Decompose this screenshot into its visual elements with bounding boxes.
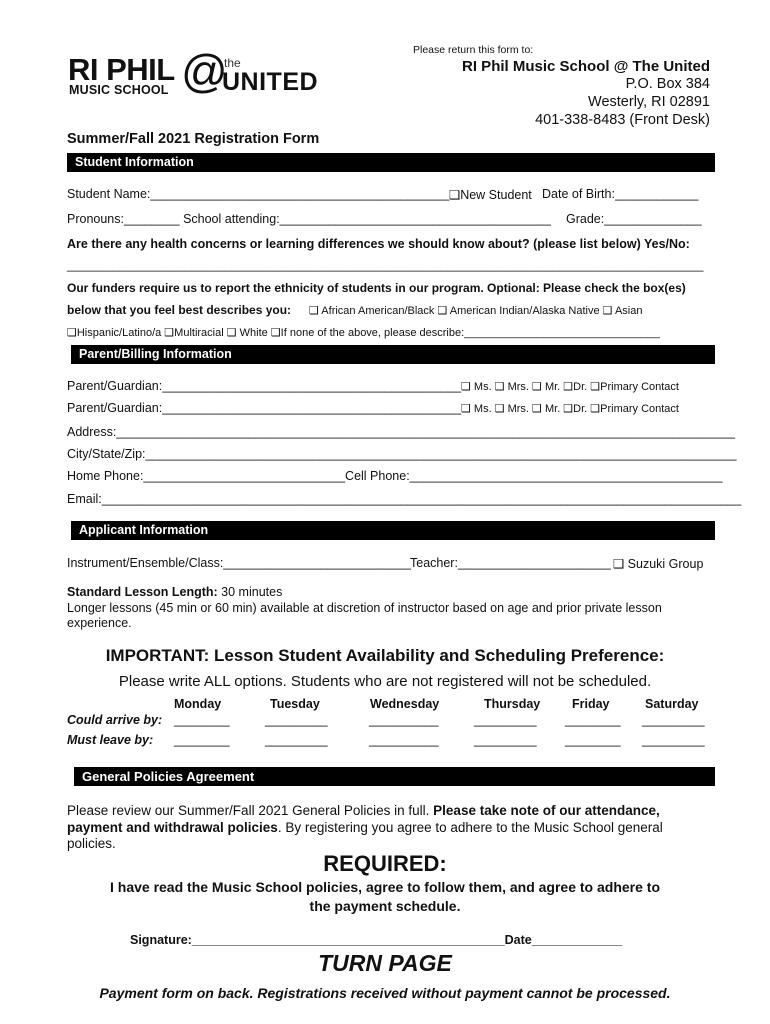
leave-friday[interactable]: ________ bbox=[565, 733, 621, 747]
day-wednesday: Wednesday bbox=[370, 697, 440, 711]
longer-lessons-note: Longer lessons (45 min or 60 min) available at discretion of instructor based on age and prior private lesson bbox=[67, 601, 662, 615]
logo-united: UNITED bbox=[222, 68, 319, 96]
turn-page: TURN PAGE bbox=[318, 950, 452, 976]
email-field[interactable]: Email:____________________________________________________________________________________________ bbox=[67, 492, 742, 506]
arrive-label: Could arrive by: bbox=[67, 713, 163, 727]
logo-ri-phil: RI PHIL bbox=[68, 52, 175, 87]
arrive-saturday[interactable]: _________ bbox=[642, 713, 705, 727]
city-state-zip-field[interactable]: City/State/Zip:_____________________________________________________________________________________ bbox=[67, 447, 737, 461]
dob-field[interactable]: Date of Birth:____________ bbox=[542, 187, 699, 201]
parent-billing-header: Parent/Billing Information bbox=[71, 345, 715, 364]
suzuki-checkbox[interactable]: ❑ Suzuki Group bbox=[613, 557, 704, 571]
guardian-2-options[interactable]: ❑ Ms. ❑ Mrs. ❑ Mr. ❑Dr. ❑Primary Contact bbox=[461, 403, 679, 415]
day-thursday: Thursday bbox=[484, 697, 541, 711]
leave-saturday[interactable]: _________ bbox=[642, 733, 705, 747]
return-po-box: P.O. Box 384 bbox=[625, 76, 710, 92]
leave-monday[interactable]: ________ bbox=[174, 733, 230, 747]
pronouns-school-field[interactable]: Pronouns:________ School attending:_______________________________________ bbox=[67, 212, 551, 226]
ethnicity-prompt: below that you feel best describes you: bbox=[67, 303, 292, 317]
student-info-header: Student Information bbox=[67, 153, 715, 172]
required-line-2: the payment schedule. bbox=[309, 898, 461, 914]
availability-title: IMPORTANT: Lesson Student Availability and Scheduling Preference: bbox=[105, 646, 665, 665]
policies-text-3: policies. bbox=[67, 836, 116, 851]
ethnicity-options-2[interactable]: ❑Hispanic/Latino/a ❑Multiracial ❑ White ❑If none of the above, please describe:________________________________ bbox=[67, 327, 660, 339]
student-name-field[interactable]: Student Name:___________________________________________ bbox=[67, 187, 450, 201]
footer-note: Payment form on back. Registrations received without payment cannot be processed. bbox=[99, 985, 671, 1001]
leave-thursday[interactable]: _________ bbox=[474, 733, 537, 747]
teacher-field[interactable]: Teacher:______________________ bbox=[410, 556, 611, 570]
availability-subtitle: Please write ALL options. Students who are not registered will not be scheduled. bbox=[118, 673, 652, 690]
grade-field[interactable]: Grade:______________ bbox=[566, 212, 702, 226]
day-friday: Friday bbox=[572, 697, 610, 711]
arrive-friday[interactable]: ________ bbox=[565, 713, 621, 727]
lesson-length-value: 30 minutes bbox=[217, 585, 283, 599]
health-answer-line[interactable]: _________________________________________________________________________________________________ bbox=[67, 258, 704, 272]
address-field[interactable]: Address:_________________________________________________________________________________________ bbox=[67, 425, 736, 439]
leave-tuesday[interactable]: _________ bbox=[265, 733, 328, 747]
day-monday: Monday bbox=[174, 697, 222, 711]
return-name: RI Phil Music School @ The United bbox=[462, 58, 710, 75]
return-phone: 401-338-8483 (Front Desk) bbox=[535, 112, 710, 128]
arrive-thursday[interactable]: _________ bbox=[474, 713, 537, 727]
leave-label: Must leave by: bbox=[67, 733, 154, 747]
arrive-wednesday[interactable]: __________ bbox=[369, 713, 439, 727]
arrive-tuesday[interactable]: _________ bbox=[265, 713, 328, 727]
form-title: Summer/Fall 2021 Registration Form bbox=[67, 131, 320, 147]
phone-fields[interactable]: Home Phone:_____________________________Cell Phone:_____________________________________________ bbox=[67, 469, 723, 483]
logo-the: the bbox=[224, 56, 241, 70]
policies-text-2: . By registering you agree to adhere to the Music School general bbox=[277, 820, 663, 835]
longer-lessons-note-cont: experience. bbox=[67, 616, 132, 630]
logo-at-sign: @ bbox=[181, 45, 228, 97]
logo-music-school: MUSIC SCHOOL bbox=[69, 83, 169, 97]
return-city: Westerly, RI 02891 bbox=[588, 94, 710, 110]
leave-wednesday[interactable]: __________ bbox=[369, 733, 439, 747]
instrument-field[interactable]: Instrument/Ensemble/Class:___________________________ bbox=[67, 556, 412, 570]
day-saturday: Saturday bbox=[645, 697, 699, 711]
guardian-1-field[interactable]: Parent/Guardian:___________________________________________ bbox=[67, 379, 462, 393]
return-label: Please return this form to: bbox=[413, 44, 534, 56]
policies-text-1-bold: Please take note of our attendance, bbox=[433, 803, 660, 818]
policies-text-2-bold: payment and withdrawal policies bbox=[67, 820, 278, 835]
guardian-2-field[interactable]: Parent/Guardian:___________________________________________ bbox=[67, 401, 462, 415]
policies-text-1: Please review our Summer/Fall 2021 General Policies in full. bbox=[67, 803, 434, 818]
guardian-1-options[interactable]: ❑ Ms. ❑ Mrs. ❑ Mr. ❑Dr. ❑Primary Contact bbox=[461, 381, 679, 393]
day-tuesday: Tuesday bbox=[270, 697, 320, 711]
ethnicity-options-1[interactable]: ❑ African American/Black ❑ American Indian/Alaska Native ❑ Asian bbox=[309, 305, 643, 317]
applicant-info-header: Applicant Information bbox=[71, 521, 715, 540]
lesson-length-label: Standard Lesson Length: bbox=[67, 585, 218, 599]
policies-header: General Policies Agreement bbox=[74, 767, 715, 786]
required-line-1: I have read the Music School policies, agree to follow them, and agree to adhere to bbox=[109, 879, 660, 895]
new-student-checkbox[interactable]: ❑New Student bbox=[449, 188, 532, 202]
signature-date-line[interactable]: Signature:_____________________________________________Date_____________ bbox=[130, 933, 623, 947]
arrive-monday[interactable]: ________ bbox=[174, 713, 230, 727]
ethnicity-intro: Our funders require us to report the ethnicity of students in our program. Optional: Please check the box(es) bbox=[67, 281, 686, 295]
required-title: REQUIRED: bbox=[323, 851, 447, 876]
health-question: Are there any health concerns or learning differences we should know about? (please list below) Yes/No: bbox=[67, 237, 690, 251]
